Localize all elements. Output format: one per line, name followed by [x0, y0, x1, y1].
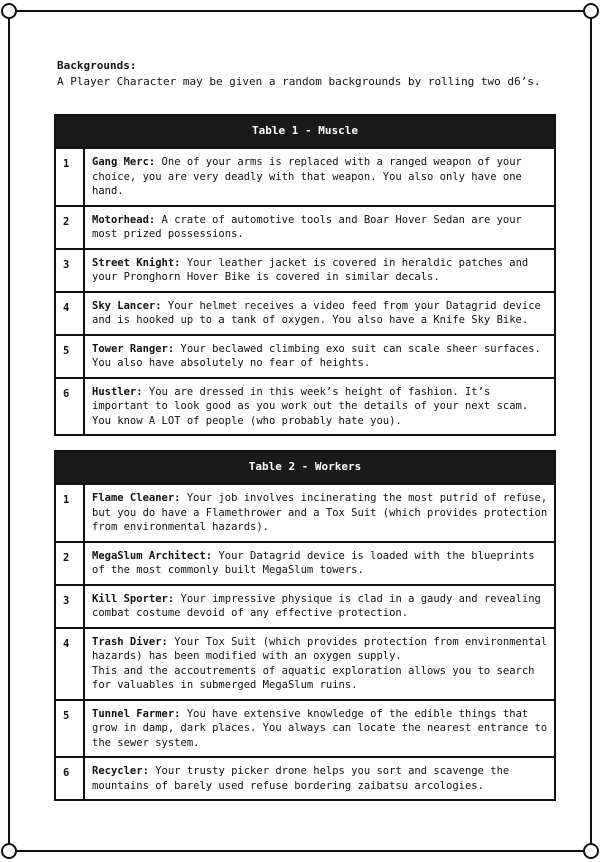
roll-number: 5: [55, 335, 84, 378]
table-row: [55, 628, 555, 700]
description-text: Your trusty picker drone helps you sort and scavenge the mountains of barely used refuse bordering zaibatsu arcologies.: [92, 765, 510, 792]
section-heading: Backgrounds:: [57, 59, 137, 72]
description-line: [92, 155, 548, 199]
roll-number: 2: [55, 206, 84, 249]
background-description: [84, 542, 555, 585]
background-description: [84, 484, 555, 542]
background-description: [84, 148, 555, 206]
table-row: [55, 292, 555, 335]
roll-number: 1: [55, 148, 84, 206]
description-line: [92, 342, 548, 357]
background-name: Trash Diver:: [92, 635, 168, 648]
table-workers: [54, 450, 556, 801]
background-description: [84, 585, 555, 628]
table-row: [55, 335, 555, 378]
table-row: [55, 378, 555, 436]
roll-number: 3: [55, 585, 84, 628]
description-line: [92, 764, 548, 793]
description-text: Your Tox Suit (which provides protection from environmental hazards) has been modified with an oxygen supply.: [92, 635, 548, 662]
description-line: [92, 385, 548, 429]
table-row: [55, 585, 555, 628]
background-name: Tunnel Farmer:: [92, 707, 181, 720]
table-row: [55, 757, 555, 800]
intro-text: A Player Character may be given a random backgrounds by rolling two d6’s.: [57, 75, 541, 88]
corner-ornament-bottom-right: [583, 843, 599, 859]
description-line: [92, 491, 548, 535]
description-line: [92, 707, 548, 751]
description-text: Your impressive physique is clad in a gaudy and revealing combat costume devoid of any effective protection.: [92, 592, 541, 619]
table-title: Table 1 - Muscle: [55, 115, 555, 148]
description-line: [92, 356, 548, 371]
background-name: Hustler:: [92, 385, 143, 398]
table-row: [55, 206, 555, 249]
roll-number: 1: [55, 484, 84, 542]
roll-number: 6: [55, 378, 84, 436]
description-line: [92, 213, 548, 242]
roll-number: 5: [55, 700, 84, 758]
description-line: [92, 549, 548, 578]
table-muscle: [54, 114, 556, 436]
background-name: Street Knight:: [92, 256, 181, 269]
roll-number: 6: [55, 757, 84, 800]
background-name: Motorhead:: [92, 213, 156, 226]
corner-ornament-bottom-left: [1, 843, 17, 859]
background-description: [84, 335, 555, 378]
background-description: [84, 700, 555, 758]
description-line: [92, 256, 548, 285]
table-row: [55, 148, 555, 206]
description-text: This and the accoutrements of aquatic exploration allows you to search for valuables in submerged MegaSlum ruins.: [92, 664, 535, 691]
background-name: Flame Cleaner:: [92, 492, 181, 504]
table-row: [55, 542, 555, 585]
description-text: Your job involves incinerating the most putrid of refuse, but you do have a Flamethrower and a Tox Suit (which provides protection from environmental hazards).: [92, 492, 548, 533]
background-description: [84, 628, 555, 700]
background-name: Gang Merc:: [92, 156, 156, 168]
background-name: Kill Sporter:: [92, 592, 175, 605]
description-text: Your helmet receives a video feed from your Datagrid device and is hooked up to a tank of oxygen. You also have a Knife Sky Bike.: [92, 299, 541, 326]
table-title: Table 2 - Workers: [55, 451, 555, 484]
background-description: [84, 757, 555, 800]
description-text: You have extensive knowledge of the edible things that grow in damp, dark places. You always can locate the nearest entrance to the sewer system.: [92, 707, 548, 749]
description-text: You also have absolutely no fear of heights.: [92, 357, 371, 369]
roll-number: 4: [55, 628, 84, 700]
background-name: Recycler:: [92, 765, 149, 777]
background-description: [84, 378, 555, 436]
corner-ornament-top-right: [583, 3, 599, 19]
description-line: [92, 635, 548, 664]
description-text: Your beclawed climbing exo suit can scale sheer surfaces.: [180, 342, 541, 355]
table-row: [55, 249, 555, 292]
description-text: One of your arms is replaced with a ranged weapon of your choice, you are very deadly with that weapon. You also only have one hand.: [92, 156, 522, 197]
background-description: [84, 249, 555, 292]
table-row: [55, 700, 555, 758]
background-name: Sky Lancer:: [92, 299, 162, 312]
table-row: [55, 484, 555, 542]
description-text: A crate of automotive tools and Boar Hover Sedan are your most prized possessions.: [92, 213, 522, 240]
corner-ornament-top-left: [1, 3, 17, 19]
roll-number: 4: [55, 292, 84, 335]
intro-section: [57, 58, 557, 90]
description-line: [92, 592, 548, 621]
roll-number: 3: [55, 249, 84, 292]
roll-number: 2: [55, 542, 84, 585]
description-text: Your leather jacket is covered in heraldic patches and your Pronghorn Hover Bike is covered in similar decals.: [92, 256, 529, 283]
background-description: [84, 292, 555, 335]
background-description: [84, 206, 555, 249]
background-name: MegaSlum Architect:: [92, 549, 213, 562]
description-text: You are dressed in this week’s height of fashion. It’s important to look good as you work out the details of your next scam. You know A LOT of people (who probably hate you).: [92, 385, 529, 427]
description-line: [92, 664, 548, 693]
description-text: Your Datagrid device is loaded with the blueprints of the most commonly built MegaSlum towers.: [92, 549, 535, 576]
description-line: [92, 299, 548, 328]
background-name: Tower Ranger:: [92, 342, 175, 355]
